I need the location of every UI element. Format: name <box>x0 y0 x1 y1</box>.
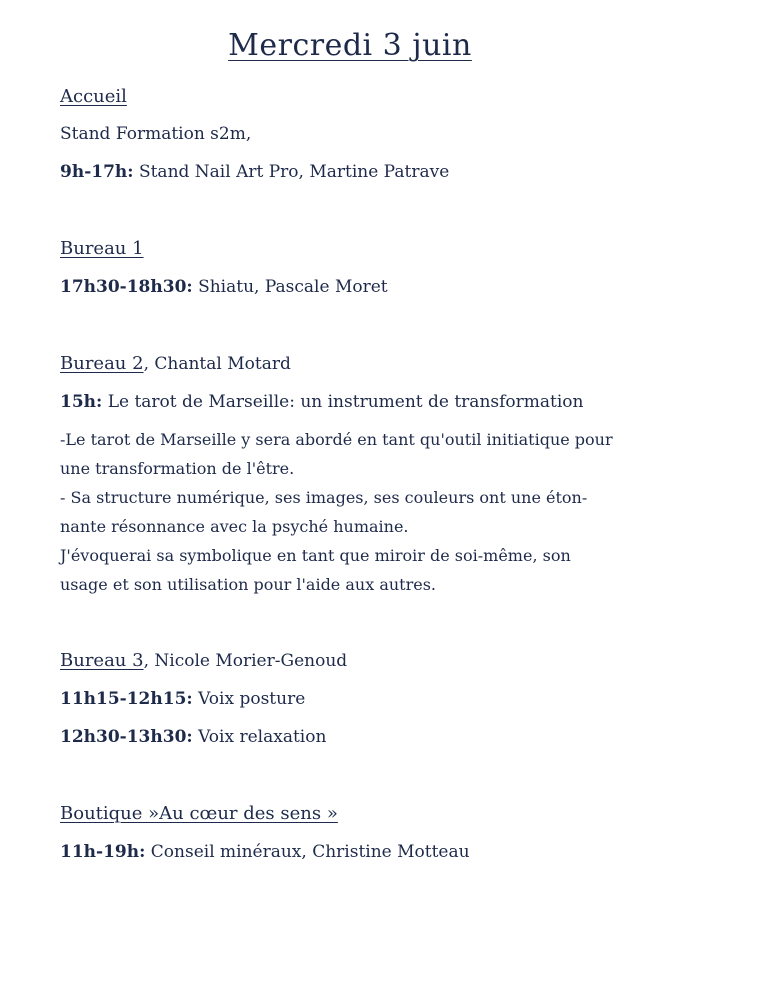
bureau2-activity: Le tarot de Marseille: un instrument de transformation <box>102 392 584 412</box>
bureau2-time: 15h: <box>60 392 103 412</box>
description-line: J'évoquerai sa symbolique en tant que miroir de soi-même, son <box>60 546 571 565</box>
bureau2-description <box>60 425 660 599</box>
accueil-activity: Stand Nail Art Pro, Martine Patrave <box>133 162 450 182</box>
bureau3-activity-1: Voix posture <box>192 689 306 709</box>
accueil-stand-text: Stand Formation s2m, <box>60 124 252 144</box>
bureau3-activity-2: Voix relaxation <box>192 727 327 747</box>
section-accueil-heading <box>60 86 127 107</box>
bureau1-heading: Bureau 1 <box>60 238 144 259</box>
bureau3-presenter: , Nicole Morier-Genoud <box>143 651 348 671</box>
bureau3-time-1: 11h15-12h15: <box>60 689 193 709</box>
bureau3-heading: Bureau 3 <box>60 650 144 671</box>
bureau3-time-2: 12h30-13h30: <box>60 727 193 747</box>
boutique-heading: Boutique »Au cœur des sens » <box>60 803 338 824</box>
boutique-time: 11h-19h: <box>60 842 146 862</box>
bureau2-heading: Bureau 2 <box>60 353 144 374</box>
page-title: Mercredi 3 juin <box>228 28 472 63</box>
bureau2-session <box>60 392 583 412</box>
bureau1-time: 17h30-18h30: <box>60 277 193 297</box>
accueil-line-1 <box>60 124 251 144</box>
boutique-session <box>60 842 470 862</box>
accueil-time: 9h-17h: <box>60 162 134 182</box>
section-bureau1-heading <box>60 238 144 259</box>
bureau1-session <box>60 277 388 297</box>
bureau3-session-1 <box>60 689 305 709</box>
description-line: -Le tarot de Marseille y sera abordé en tant qu'outil initiatique pour <box>60 430 613 449</box>
bureau2-presenter: , Chantal Motard <box>143 354 291 374</box>
accueil-heading: Accueil <box>60 86 127 107</box>
description-line: usage et son utilisation pour l'aide aux autres. <box>60 575 436 594</box>
section-boutique-heading <box>60 803 338 824</box>
description-line: nante résonnance avec la psyché humaine. <box>60 517 409 536</box>
description-line: - Sa structure numérique, ses images, ses couleurs ont une éton- <box>60 488 588 507</box>
section-bureau3-heading <box>60 650 347 671</box>
description-line: une transformation de l'être. <box>60 459 295 478</box>
bureau3-session-2 <box>60 727 326 747</box>
boutique-activity: Conseil minéraux, Christine Motteau <box>145 842 470 862</box>
bureau1-activity: Shiatu, Pascale Moret <box>192 277 388 297</box>
accueil-line-2 <box>60 162 449 182</box>
section-bureau2-heading <box>60 353 291 374</box>
